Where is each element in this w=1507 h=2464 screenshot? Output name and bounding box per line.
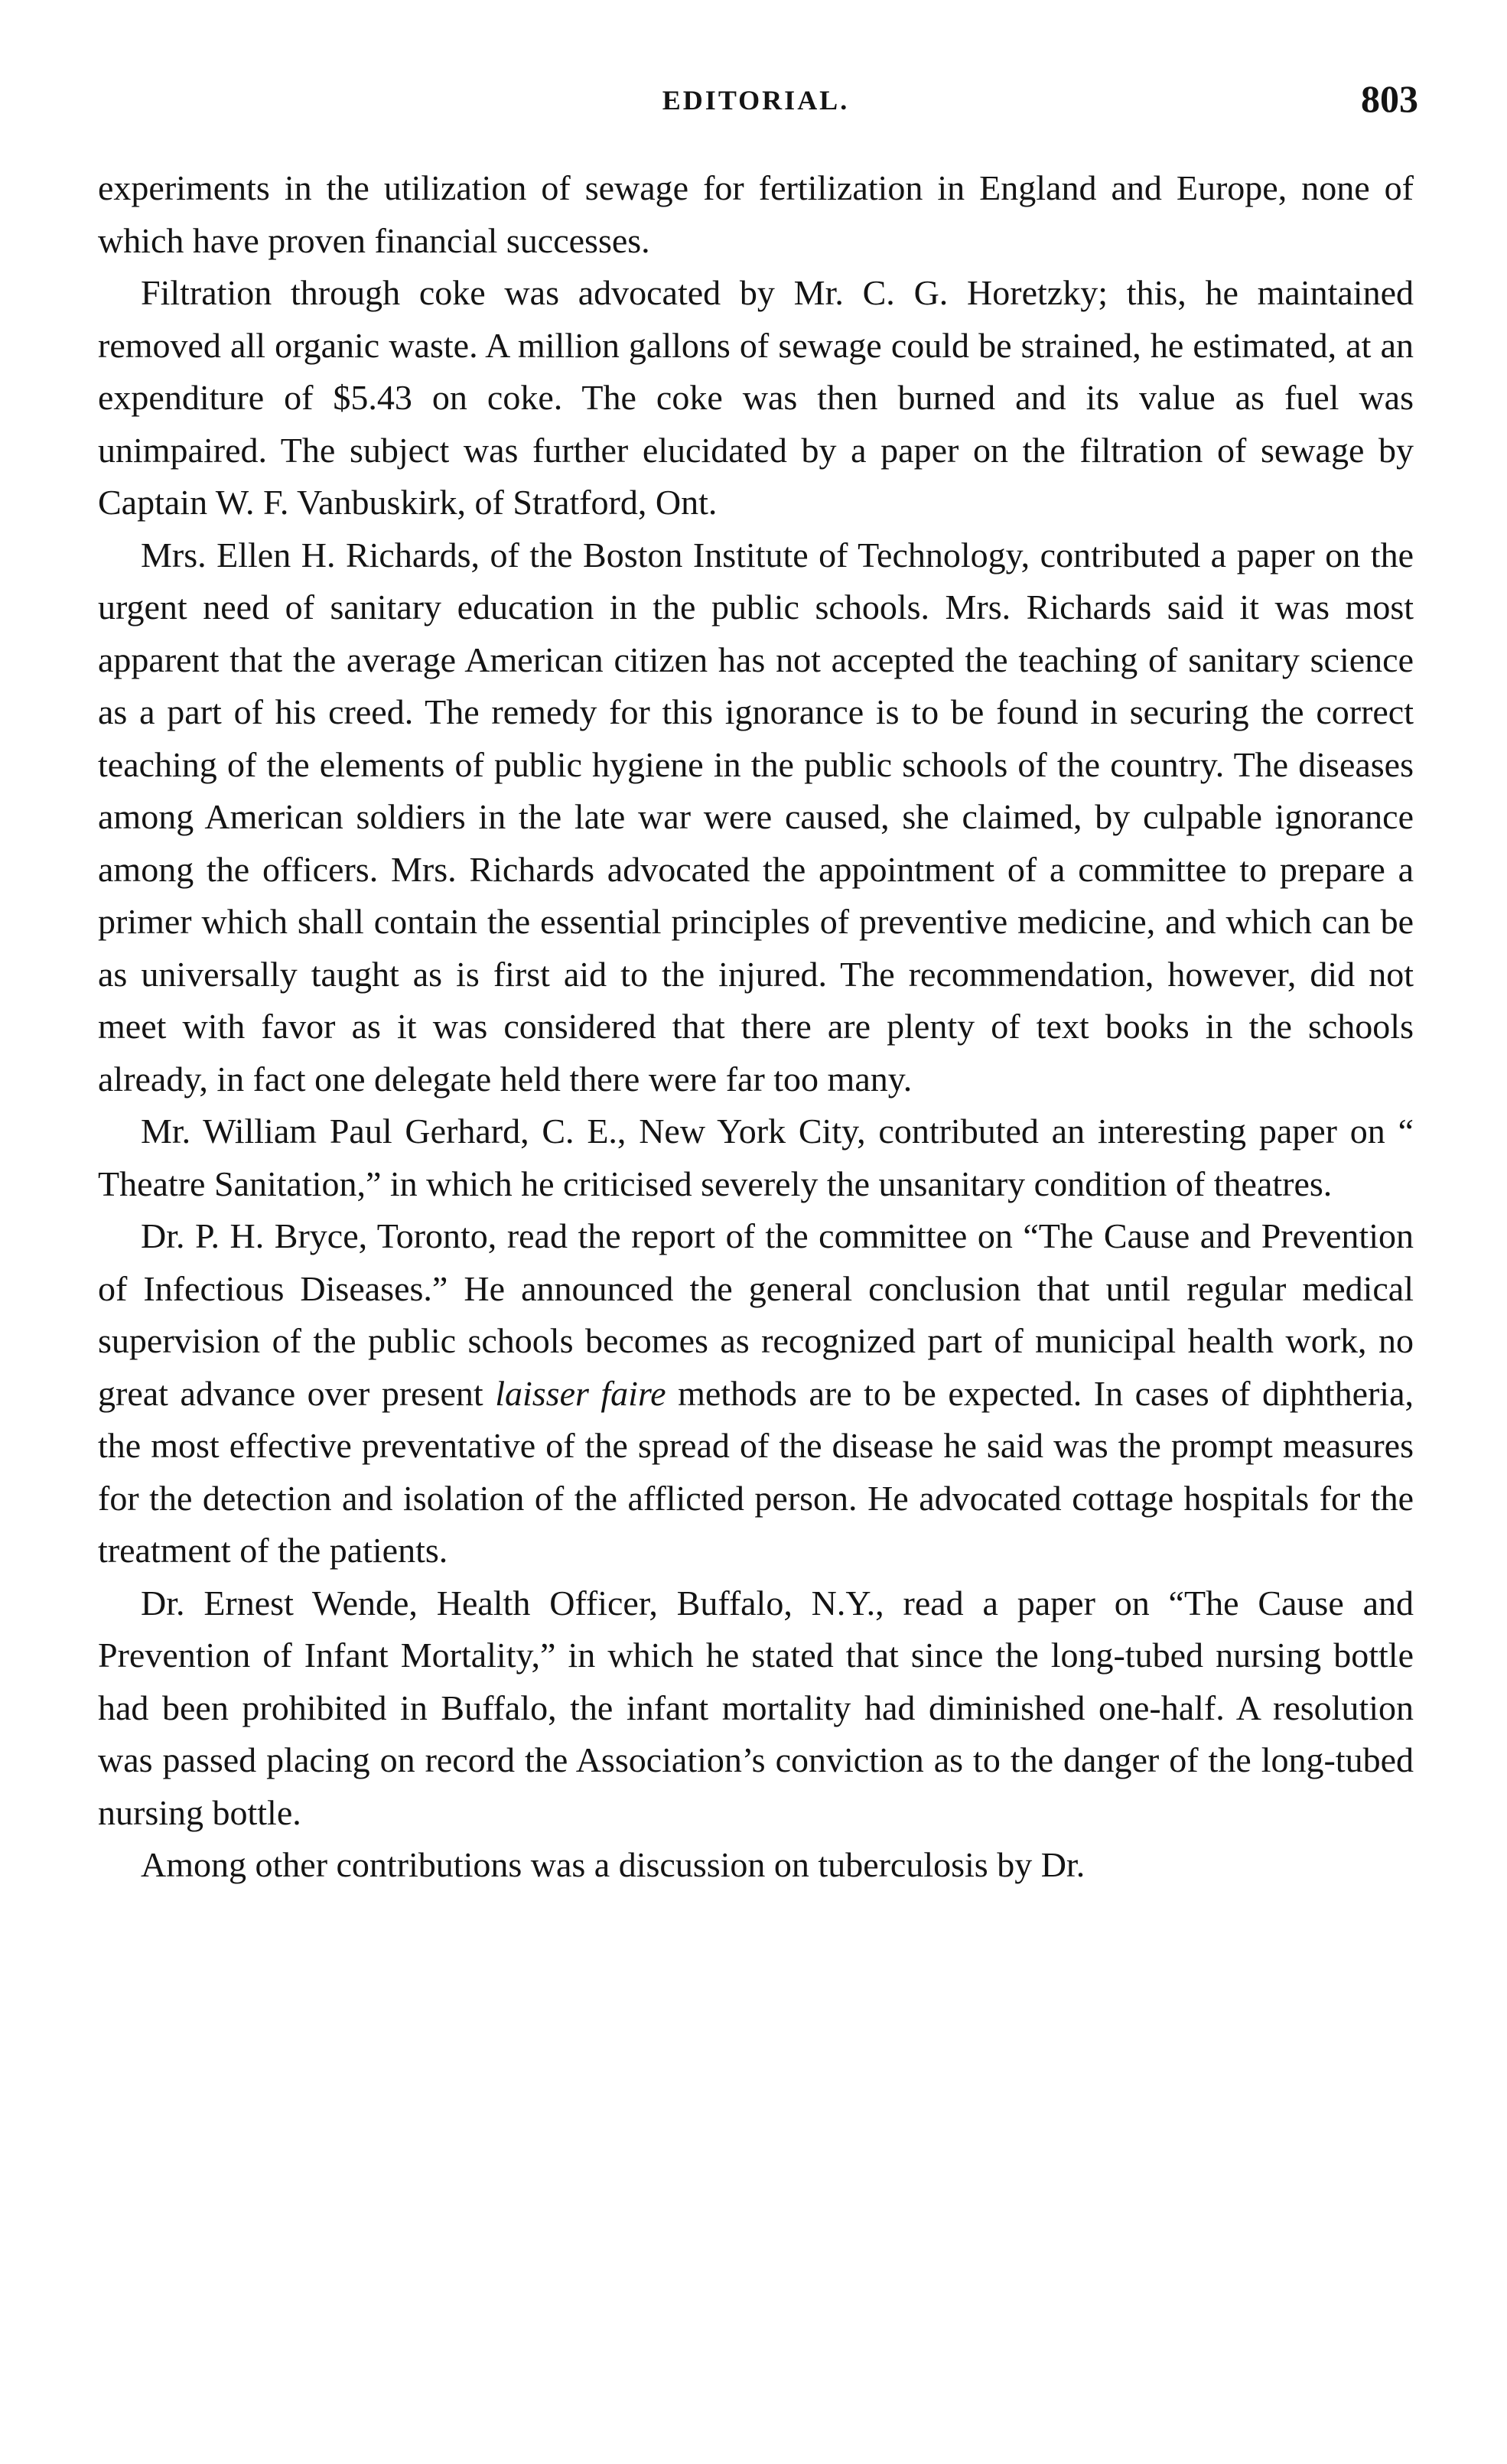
paragraph-sanitary-education: Mrs. Ellen H. Richards, of the Boston Institute of Technology, contributed a paper on the urgent need of sanitary education in the public schools. Mrs. Richards said it was most apparent that the average American citizen has not accepted the teaching of sanitary science as a part of his creed. The remedy for this ignorance is to be found in securing the correct teaching of the elements of public hygiene in the public schools of the country. The diseases among American soldiers in the late war were caused, she claimed, by culpable ignorance among the officers. Mrs. Richards advocated the appointment of a committee to prepare a primer which shall contain the essential principles of preventive medicine, and which can be as universally taught as is first aid to the injured. The recommendation, however, did not meet with favor as it was considered that there are plenty of text books in the schools already, in fact one delegate held there were far too many. <box>98 535 1414 1099</box>
article-body <box>98 162 1414 1892</box>
running-head <box>98 76 1418 122</box>
paragraph-infant-mortality: Dr. Ernest Wende, Health Officer, Buffalo, N.Y., read a paper on “The Cause and Prevention of Infant Mortality,” in which he stated that since the long-tubed nursing bottle had been prohibited in Buffalo, the infant mortality had diminished one-half. A resolution was passed placing on record the Association’s conviction as to the danger of the long-tubed nursing bottle. <box>98 1583 1414 1832</box>
paragraph-infectious-diseases <box>98 1210 1414 1577</box>
running-title: EDITORIAL. <box>662 85 850 116</box>
paragraph-text: methods are to be expected. In cases of diphtheria, the most effective preventative of the spread of the disease he said was the prompt measures for the detection and isolation of the afflicted person. He advocated cottage hospitals for the treatment of the patients. <box>98 1373 1414 1570</box>
page-number: 803 <box>1361 77 1418 120</box>
paragraph-tuberculosis: Among other contributions was a discussion on tuberculosis by Dr. <box>141 1845 1085 1884</box>
paragraph-theatre-sanitation: Mr. William Paul Gerhard, C. E., New York City, contributed an interesting paper on “ Theatre Sanitation,” in which he criticised severely the unsanitary condition of theatres. <box>98 1112 1414 1203</box>
paragraph-coke-filtration: Filtration through coke was advocated by Mr. C. G. Horetzky; this, he maintained removed all organic waste. A million gallons of sewage could be strained, he estimated, at an expenditure of $5.43 on coke. The coke was then burned and its value as fuel was unimpaired. The subject was further elucidated by a paper on the filtration of sewage by Captain W. F. Vanbuskirk, of Stratford, Ont. <box>98 273 1414 522</box>
paragraph-text: Dr. P. H. Bryce, Toronto, read the report of the committee on “The Cause and Prevention of Infectious Diseases.” He announced the general conclusion that until regular medical supervision of the public schools becomes as recognized part of municipal health work, no great advance over present <box>98 1216 1414 1413</box>
italic-phrase: laisser faire <box>495 1373 666 1413</box>
page <box>98 76 1418 1892</box>
paragraph-sewage-experiments: experiments in the utilization of sewage for fertilization in England and Europe, none of which have proven financial successes. <box>98 168 1414 260</box>
